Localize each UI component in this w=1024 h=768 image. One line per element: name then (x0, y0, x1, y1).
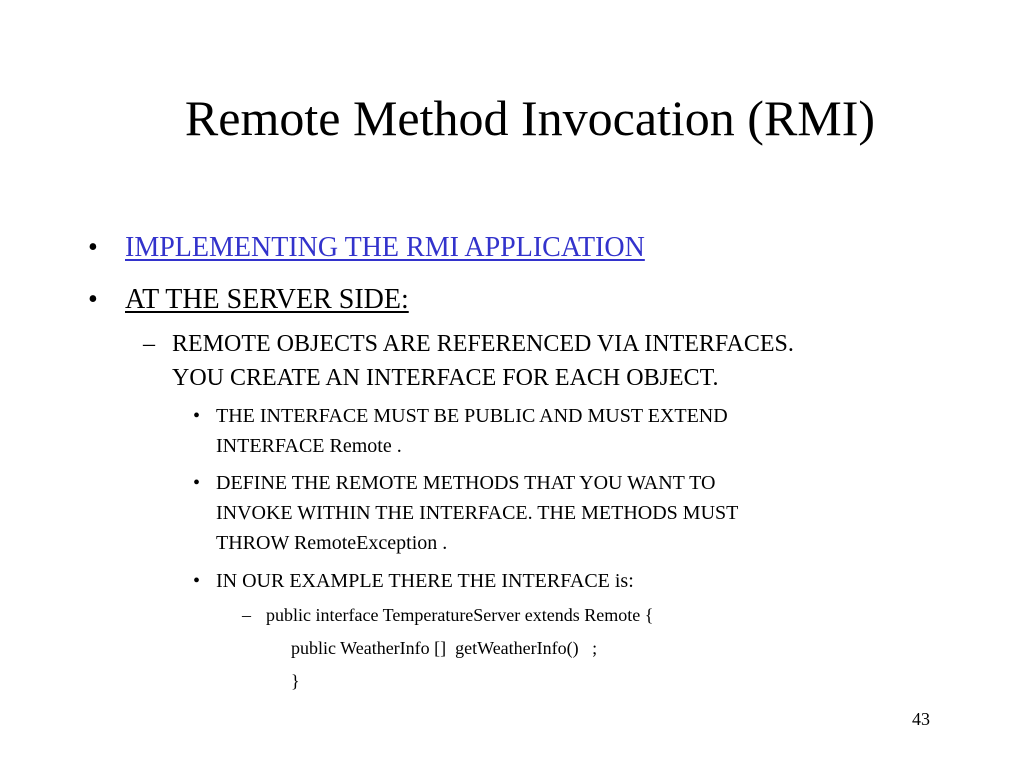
level3-line: DEFINE THE REMOTE METHODS THAT YOU WANT TO (216, 472, 716, 494)
level3-line: IN OUR EXAMPLE THERE THE INTERFACE is: (216, 570, 634, 592)
level2-line: YOU CREATE AN INTERFACE FOR EACH OBJECT. (172, 365, 719, 391)
code-line: public interface TemperatureServer extends Remote { (266, 605, 654, 625)
page-number: 43 (912, 709, 930, 729)
bullet-dash-icon: – (143, 331, 155, 357)
bullet-dash-icon: – (242, 605, 251, 625)
level3-line: INVOKE WITHIN THE INTERFACE. THE METHODS MUST (216, 502, 739, 524)
bullet-dot-icon: • (193, 405, 201, 427)
slide-title: Remote Method Invocation (RMI) (184, 90, 876, 146)
server-side-heading: AT THE SERVER SIDE: (125, 284, 409, 315)
level3-line: THROW RemoteException . (216, 532, 448, 554)
code-line: } (291, 671, 300, 691)
implementing-link[interactable]: IMPLEMENTING THE RMI APPLICATION (125, 232, 645, 263)
bullet-dot-icon: • (193, 472, 201, 494)
level3-line: INTERFACE Remote . (216, 435, 402, 457)
bullet-dot-icon: • (193, 570, 201, 592)
bullet-dot-icon: • (88, 284, 98, 315)
bullet-dot-icon: • (88, 232, 98, 263)
level2-line: REMOTE OBJECTS ARE REFERENCED VIA INTERFACES. (172, 331, 794, 357)
level3-line: THE INTERFACE MUST BE PUBLIC AND MUST EXTEND (216, 405, 728, 427)
code-line: public WeatherInfo [] getWeatherInfo() ; (291, 638, 598, 658)
